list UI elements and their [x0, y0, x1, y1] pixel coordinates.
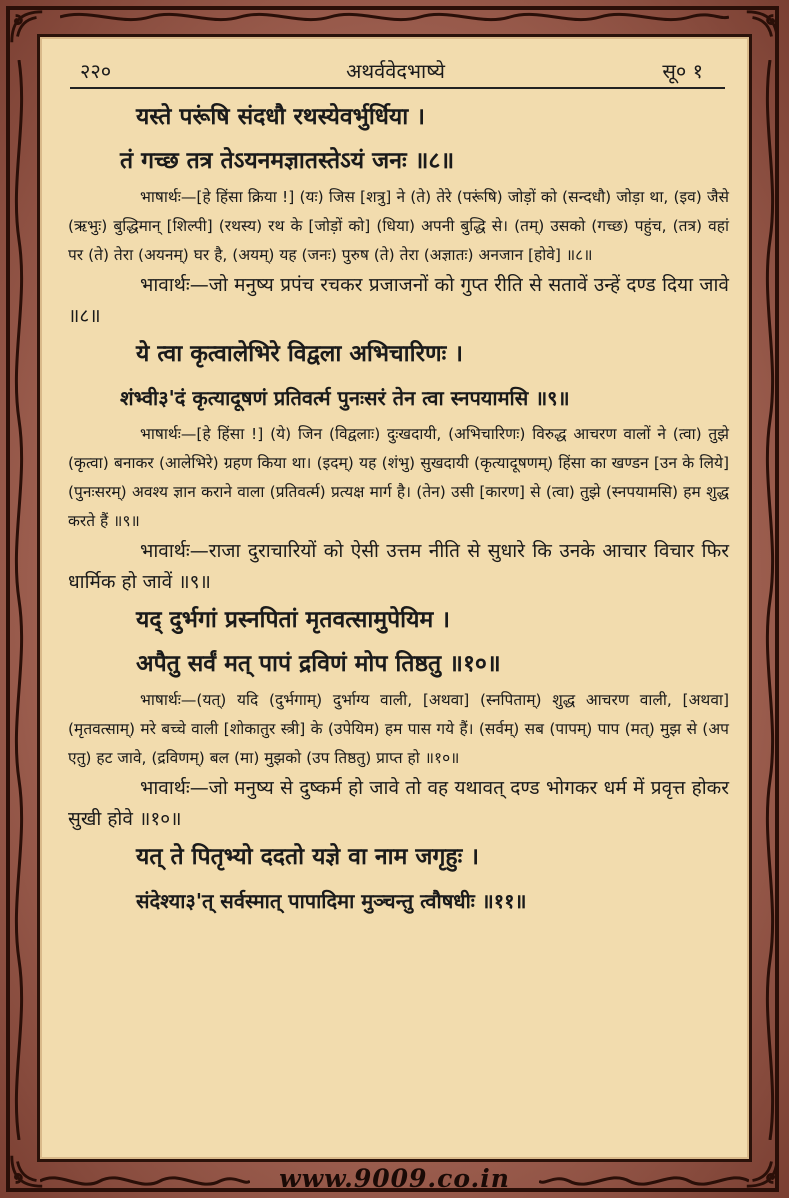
- verse-line: ये त्वा कृत्वालेभिरे विद्वला अभिचारिणः ।: [136, 341, 463, 367]
- book-title: अथर्ववेदभाष्ये: [346, 59, 445, 83]
- header-rule: [70, 87, 725, 89]
- translation-paragraph: भाषार्थः—[हे हिंसा !] (ये) जिन (विद्वलाः) दुःखदायी, (अभिचारिणः) विरुद्ध आचरण वालों ने (त्वा) तुझे (कृत्वा) बनाकर (आलेभिरे) ग्रहण किया था। (इदम्) यह (शंभु) सुखदायी (कृत्यादूषणम्) हिंसा का खण्डन [उन के लिये] (पुनःसरम्) अवश्य ज्ञान कराने वाला (प्रतिवर्त्म) प्रत्यक्ष मार्ग है। (तेन) उसी [कारण] से (त्वा) तुझे (स्नपयामसि) हम शुद्ध करते हैं ॥९॥: [68, 425, 729, 530]
- book-page: [37, 34, 752, 1162]
- footer-url-text[interactable]: www.9009.co.in: [279, 1164, 510, 1193]
- purport-paragraph: भावार्थः—जो मनुष्य प्रपंच रचकर प्रजाजनों को गुप्त रीति से सतावें उन्हें दण्ड दिया जावे ॥८॥: [68, 274, 729, 327]
- footer-url[interactable]: [0, 1164, 789, 1198]
- translation-paragraph: भाषार्थः—(यत्) यदि (दुर्भगाम्) दुर्भाग्य वाली, [अथवा] (स्नपिताम्) शुद्ध आचरण वाली, [अथवा] (मृतवत्साम्) मरे बच्चे वाली [शोकातुर स्त्री] के (उपेयिम) हम पास गये हैं। (सर्वम्) सब (पापम्) पाप (मत्) मुझ से (अप एतु) हट जावे, (द्रविणम्) बल (मा) मुझको (उप तिष्ठतु) प्राप्त हो ॥१०॥: [68, 691, 729, 767]
- right-scroll-ornament-icon: [761, 60, 779, 1140]
- verse-line: यस्ते परूंषि संदधौ रथस्येवर्भुर्धिया ।: [136, 104, 425, 130]
- verse-line: यद् दुर्भगां प्रस्नपितां मृतवत्सामुपेयिम ।: [136, 607, 450, 633]
- purport-paragraph: भावार्थः—जो मनुष्य से दुष्कर्म हो जावे तो वह यथावत् दण्ड भोगकर धर्म में प्रवृत्त होकर सुखी होवे ॥१०॥: [68, 777, 729, 830]
- top-scroll-ornament-icon: [60, 8, 729, 26]
- verse-line: अपैतु सर्वं मत् पापं द्रविणं मोप तिष्ठतु ॥१०॥: [136, 651, 501, 677]
- verse-line: शंभ्वी३'दं कृत्यादूषणं प्रतिवर्त्म पुनःसरं तेन त्वा स्नपयामसि ॥९॥: [120, 386, 570, 410]
- page-header: [66, 51, 725, 85]
- verse-line: यत् ते पितृभ्यो ददतो यज्ञे वा नाम जगृहुः ।: [136, 844, 480, 870]
- left-scroll-ornament-icon: [10, 60, 28, 1140]
- page-number: २२०: [80, 59, 112, 83]
- translation-paragraph: भाषार्थः—[हे हिंसा क्रिया !] (यः) जिस [शत्रु] ने (ते) तेरे (परूंषि) जोड़ों को (सन्दधौ) जोड़ा था, (इव) जैसे (ऋभुः) बुद्धिमान् [शिल्पी] (रथस्य) रथ के [जोड़ों को] (धिया) अपनी बुद्धि से। (तम्) उसको (गच्छ) पहुंच, (तत्र) वहां पर (ते) तेरा (अयनम्) घर है, (अयम्) यह (जनः) पुरुष (ते) तेरा (अज्ञातः) अनजान [होवे] ॥८॥: [68, 188, 729, 264]
- verse-line: तं गच्छ तत्र तेऽयनमज्ञातस्तेऽयं जनः ॥८॥: [120, 148, 455, 174]
- page-content: [68, 95, 729, 923]
- verse-line: संदेश्या३'त् सर्वस्मात् पापादिमा मुञ्चन्तु त्वौषधीः ॥११॥: [136, 889, 527, 913]
- section-number: सू० १: [662, 59, 703, 83]
- purport-paragraph: भावार्थः—राजा दुराचारियों को ऐसी उत्तम नीति से सुधारे कि उनके आचार विचार फिर धार्मिक हो जावें ॥९॥: [68, 540, 729, 593]
